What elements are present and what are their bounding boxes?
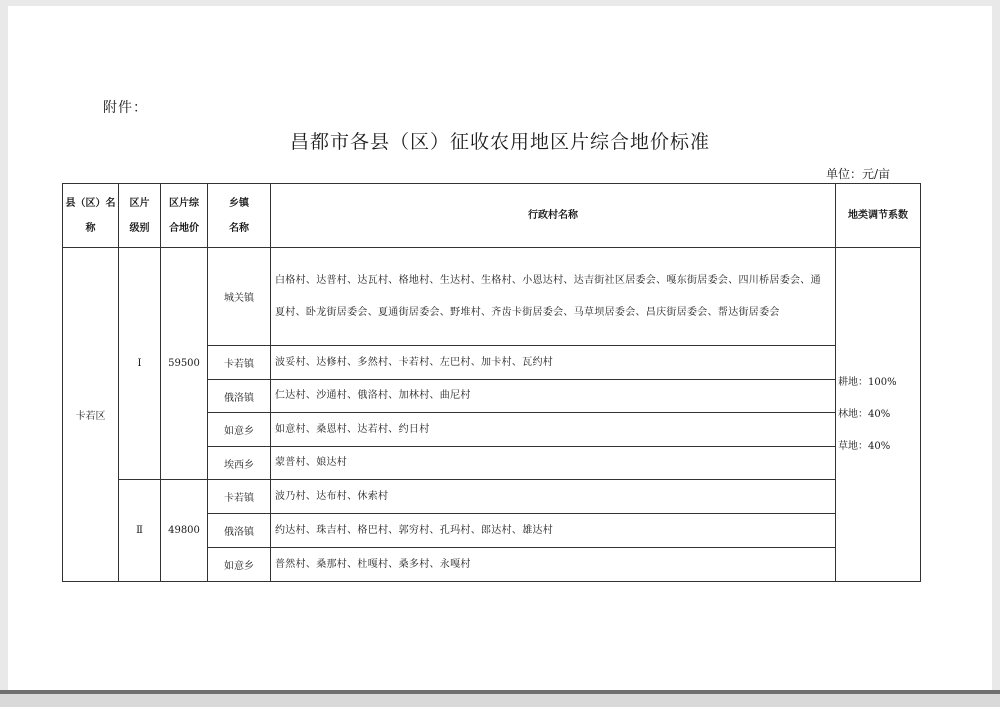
table-row: [63, 248, 921, 346]
coefficient-cell: [836, 248, 921, 582]
scan-bottom-edge: [0, 690, 1000, 707]
township-cell: 俄洛镇: [208, 514, 271, 548]
header-county: 县（区）名 称: [63, 184, 119, 248]
land-price-table: [62, 183, 921, 582]
attachment-label: 附件：: [103, 100, 148, 116]
table-row: [63, 480, 921, 514]
document-title: 昌都市各县（区）征收农用地区片综合地价标准: [289, 131, 710, 153]
villages-cell: 蒙普村、娘达村: [271, 447, 836, 480]
header-grade: 区片 级别: [119, 184, 161, 248]
township-cell: 埃西乡: [208, 447, 271, 480]
coef-grass: 草地：40%: [838, 440, 891, 452]
township-cell: 如意乡: [208, 548, 271, 582]
villages-cell: 波乃村、达布村、休索村: [271, 480, 836, 514]
header-villages: 行政村名称: [271, 184, 836, 248]
grade-cell: Ⅰ: [119, 248, 161, 480]
villages-cell: 如意村、桑恩村、达若村、约日村: [271, 413, 836, 447]
unit-label: 单位：元/亩: [826, 167, 891, 181]
grade-cell: Ⅱ: [119, 480, 161, 582]
price-cell: 59500: [161, 248, 208, 480]
township-cell: 俄洛镇: [208, 380, 271, 413]
villages-cell: 普然村、桑那村、杜嘎村、桑多村、永嘎村: [271, 548, 836, 582]
villages-cell: 仁达村、沙通村、俄洛村、加林村、曲尼村: [271, 380, 836, 413]
header-township: 乡镇 名称: [208, 184, 271, 248]
coef-forest: 林地：40%: [838, 408, 891, 420]
township-cell: 如意乡: [208, 413, 271, 447]
table-header-row: [63, 184, 921, 248]
villages-cell: 约达村、珠吉村、格巴村、郭穷村、孔玛村、郎达村、雄达村: [271, 514, 836, 548]
villages-cell: 波妥村、达修村、多然村、卡若村、左巴村、加卡村、瓦约村: [271, 346, 836, 380]
township-cell: 卡若镇: [208, 480, 271, 514]
header-coefficient: 地类调节系数: [836, 184, 921, 248]
header-price: 区片综 合地价: [161, 184, 208, 248]
villages-cell: 白格村、达普村、达瓦村、格地村、生达村、生格村、小恩达村、达吉街社区居委会、嘎东街居委会、四川桥居委会、通夏村、卧龙街居委会、夏通街居委会、野堆村、齐齿卡街居委会、马草坝居委会、昌庆街居委会、帮达街居委会: [271, 248, 836, 346]
county-cell: 卡若区: [63, 248, 119, 582]
township-cell: 卡若镇: [208, 346, 271, 380]
price-cell: 49800: [161, 480, 208, 582]
township-cell: 城关镇: [208, 248, 271, 346]
coef-farmland: 耕地：100%: [838, 376, 897, 388]
